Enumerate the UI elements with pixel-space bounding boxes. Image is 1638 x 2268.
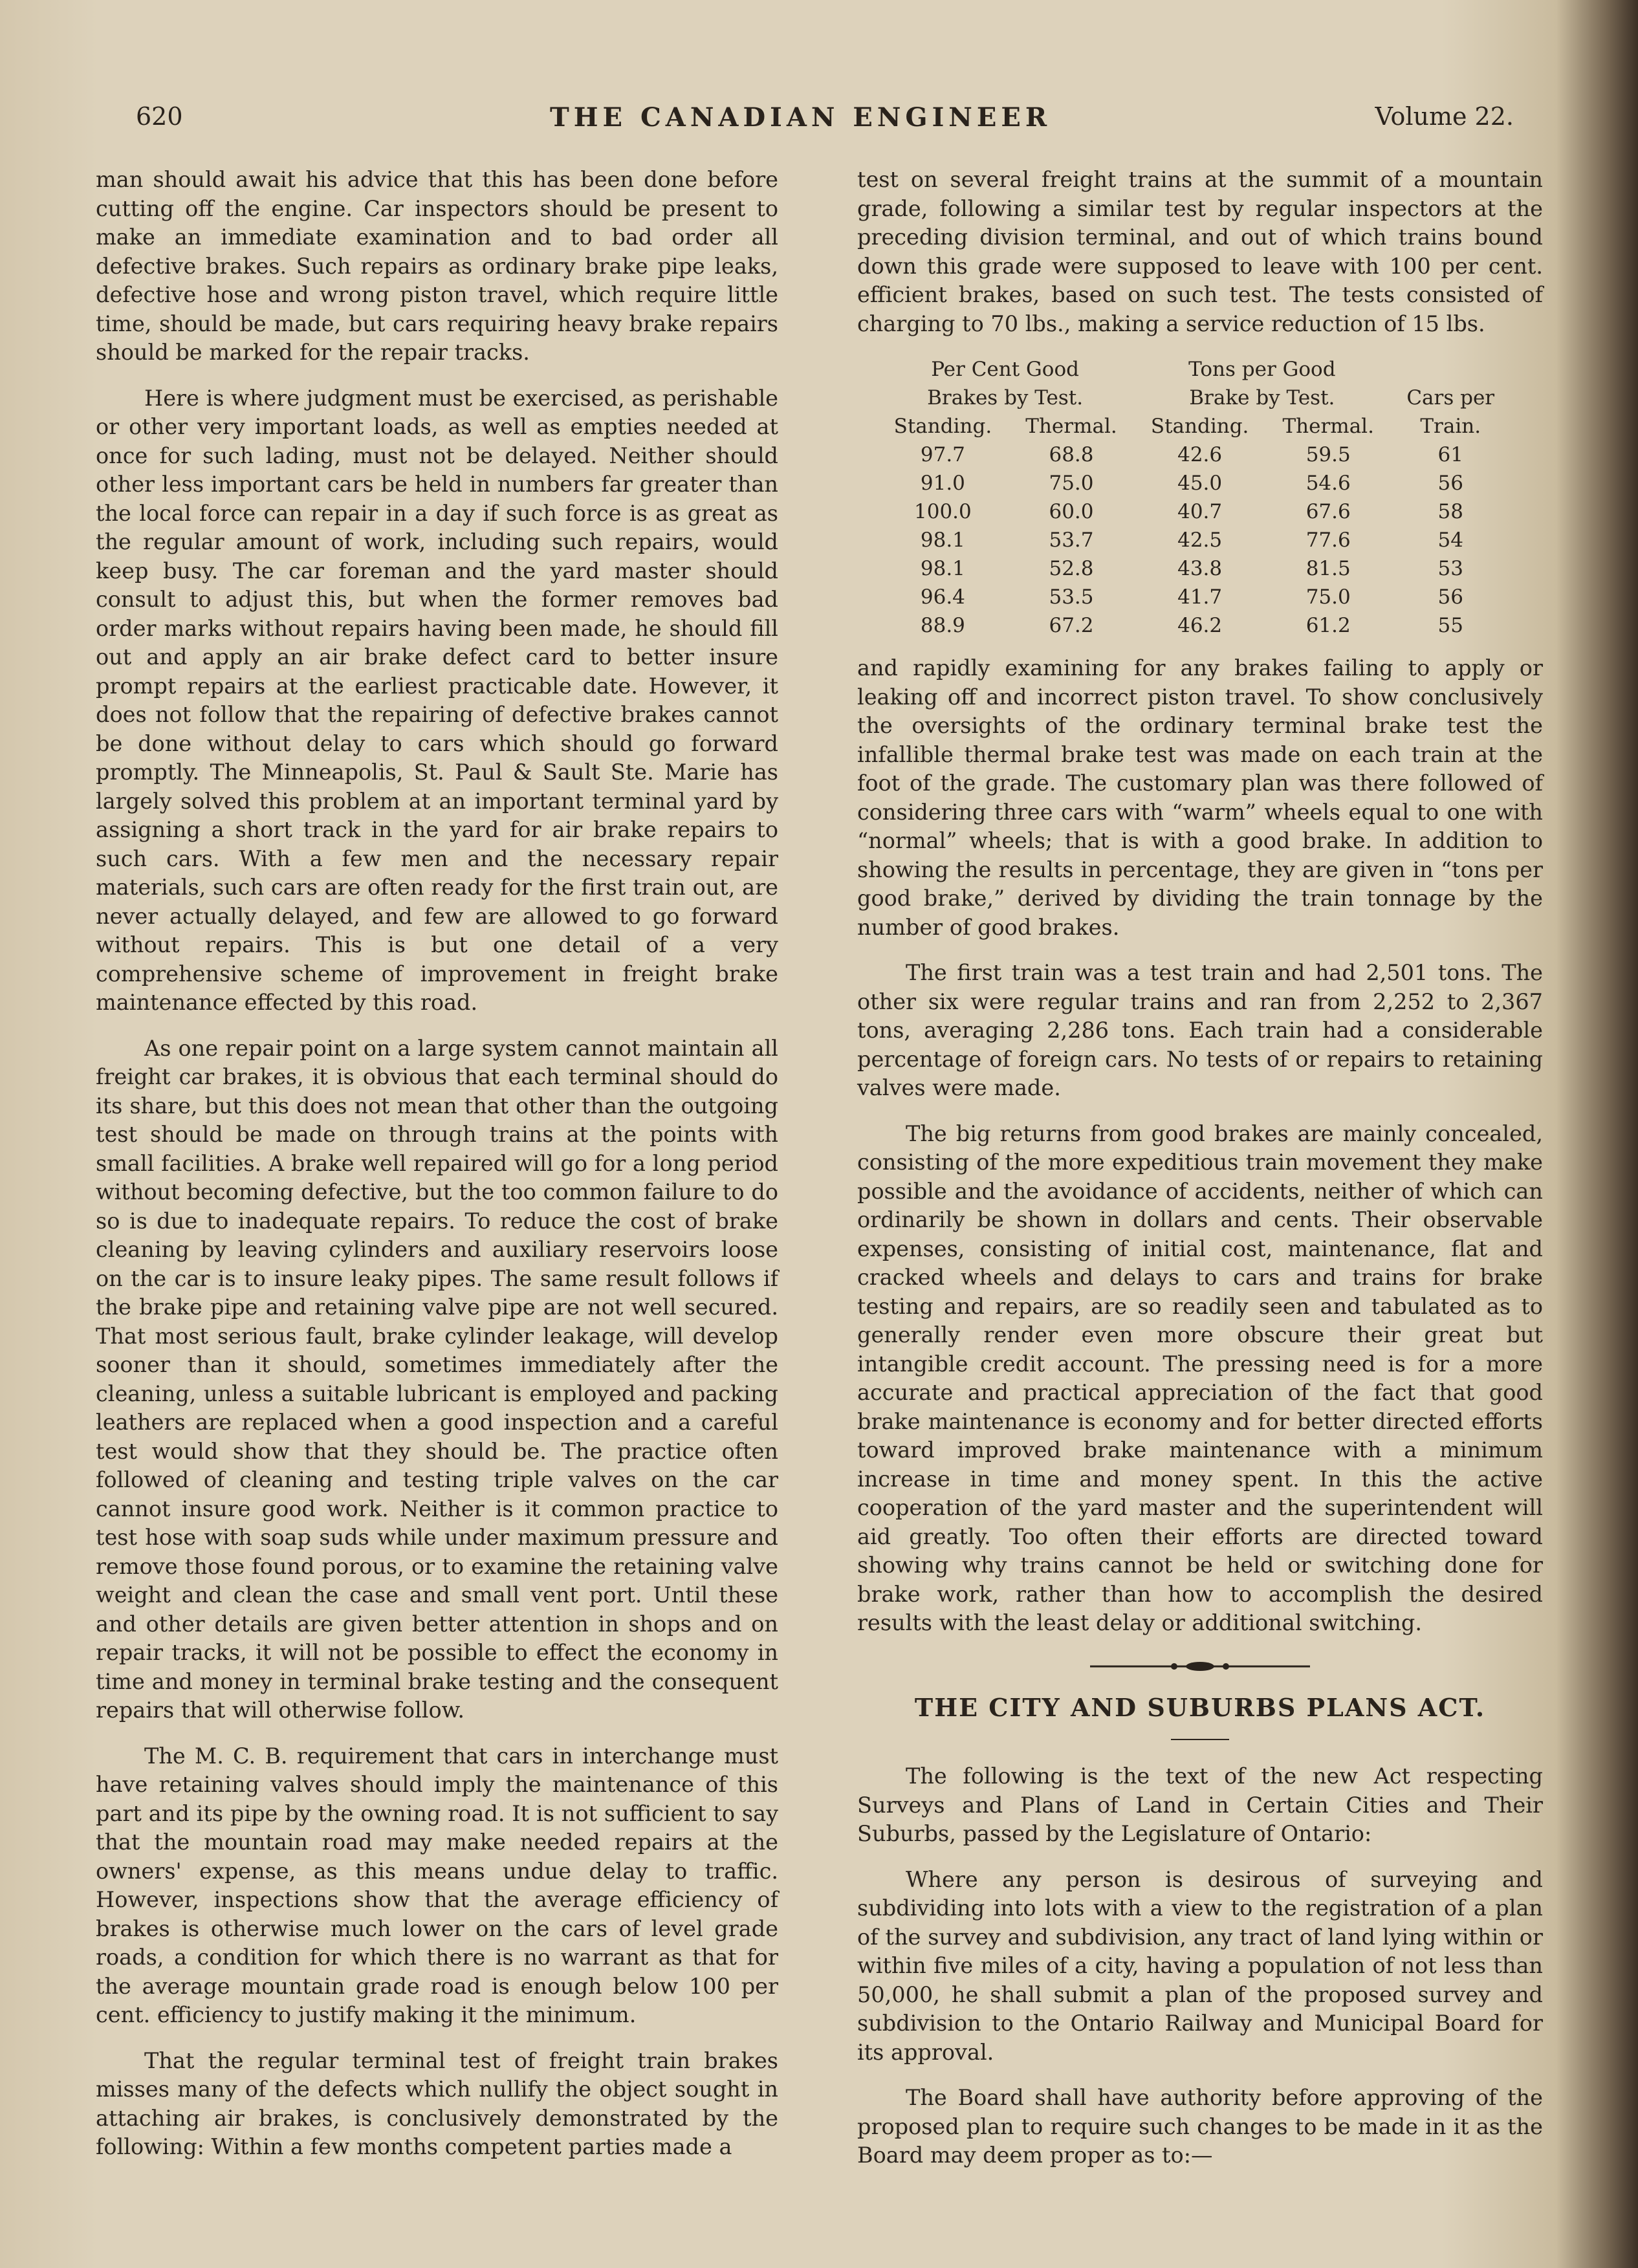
table-column-header: Thermal. [1282, 415, 1374, 438]
paragraph: and rapidly examining for any brakes failing to apply or leaking off and incorrect piston travel. To show conclusively the oversights of the ordinary terminal brake test the infallible thermal brake test was made on each train at the foot of the grade. The customary plan was there followed of considering three cars with “warm” wheels equal to one with “normal” wheels; that is with a good brake. In addition to showing the results in percentage, they are given in “tons per good brake,” derived by dividing the train tonnage by the number of good brakes. [857, 655, 1543, 940]
table-group-header: Brake by Test. [1189, 386, 1335, 409]
table-group-header: Tons per Good [1188, 358, 1336, 381]
table-cell: 67.2 [1049, 614, 1094, 637]
table-cell: 60.0 [1049, 500, 1094, 523]
paragraph: The big returns from good brakes are mainly concealed, consisting of the more expeditious train movement they make possible and the avoidance of accidents, neither of which can ordinarily be shown in dollars and cents. Their observable expenses, consisting of initial cost, maintenance, flat and cracked wheels and delays to cars and trains for brake testing and repairs, are so readily seen and tabulated as to generally render even more obscure their great but intangible credit account. The pressing need is for a more accurate and practical appreciation of the fact that good brake maintenance is economy and for better directed efforts toward improved brake maintenance with a minimum increase in time and money spent. In this the active cooperation of the yard master and the superintendent will aid greatly. Too often their efforts are directed toward showing why trains cannot be held or switching done for brake work, rather than how to accomplish the desired results with the least delay or additional switching. [857, 1120, 1543, 1635]
page-number: 620 [136, 102, 183, 131]
paragraph: The M. C. B. requirement that cars in interchange must have retaining valves should imply the maintenance of this part and its pipe by the owning road. It is not sufficient to say that the mountain road may make needed repairs at the owners' expense, as this means undue delay to traffic. However, inspections show that the average efficiency of brakes is otherwise much lower on the cars of level grade roads, a condition for which there is no warrant as that for the average mountain grade road is enough below 100 per cent. efficiency to justify making it the minimum. [96, 1743, 778, 2027]
table-cell: 52.8 [1049, 557, 1094, 580]
table-cell: 59.5 [1305, 443, 1351, 466]
table-cell: 55 [1437, 614, 1463, 637]
right-column [857, 166, 1543, 2187]
table-row [877, 526, 1511, 554]
table-column-header: Thermal. [1025, 415, 1117, 438]
table-column-header: Standing. [893, 415, 992, 438]
table-cell: 53.5 [1049, 585, 1094, 609]
table-cell: 77.6 [1305, 529, 1351, 552]
table-cell: 67.6 [1305, 500, 1351, 523]
paragraph: That the regular terminal test of freight train brakes misses many of the defects which nullify the object sought in attaching air brakes, is conclusively demonstrated by the following: Within a few months competent parties made a [96, 2047, 778, 2159]
table-row [877, 583, 1511, 611]
table-cell: 97.7 [920, 443, 965, 466]
section-divider-ornament [1090, 1660, 1310, 1673]
paragraph: The Board shall have authority before approving of the proposed plan to require such changes to be made in it as the Board may deem proper as to:— [857, 2085, 1543, 2168]
left-column [96, 166, 778, 2179]
brake-test-table [877, 355, 1511, 640]
paragraph: man should await his advice that this has been done before cutting off the engine. Car inspectors should be present to make an immediate examination and to bad order all defective brakes. Such repairs as ordinary brake pipe leaks, defective hose and wrong piston travel, which require little time, should be made, but cars requiring heavy brake repairs should be marked for the repair tracks. [96, 167, 778, 365]
table-cell: 96.4 [920, 585, 965, 609]
table-cell: 40.7 [1177, 500, 1223, 523]
table-row [877, 497, 1511, 526]
table-cell: 54.6 [1305, 472, 1351, 495]
table-row [877, 611, 1511, 640]
table-group-header: Brakes by Test. [927, 386, 1084, 409]
table-empty-cell [1390, 355, 1511, 384]
table-group-header: Per Cent Good [931, 358, 1079, 381]
table-cell: 54 [1437, 529, 1463, 552]
table-row [877, 469, 1511, 497]
paragraph: Where any person is desirous of surveying and subdividing into lots with a view to the registration of a plan of the survey and subdivision, any tract of land lying within or within five miles of a city, having a population of not less than 50,000, he shall submit a plan of the proposed survey and subdivision to the Ontario Railway and Municipal Board for its approval. [857, 1866, 1543, 2065]
paragraph: The following is the text of the new Act respecting Surveys and Plans of Land in Certain Cities and Their Suburbs, passed by the Legislature of Ontario: [857, 1763, 1543, 1846]
table-cell: 42.6 [1177, 443, 1223, 466]
table-cell: 98.1 [920, 557, 965, 580]
table-cell: 46.2 [1177, 614, 1223, 637]
paragraph: Here is where judgment must be exercised, as perishable or other very important loads, as well as empties needed at once for such lading, must not be delayed. Neither should other less important cars be held in numbers far greater than the local force can repair in a day if such force is as great as the regular amount of work, including such repairs, would keep busy. The car foreman and the yard master should consult to adjust this, but when the former removes bad order marks without repairs having been made, he should fill out and apply an air brake defect card to better insure prompt repairs at the earliest practicable date. However, it does not follow that the repairing of defective brakes cannot be done without delay to cars which should go forward promptly. The Minneapolis, St. Paul & Sault Ste. Marie has largely solved this problem at an important terminal yard by assigning a short track in the yard for air brake repairs to such cars. With a few men and the necessary repair materials, such cars are often ready for the first train out, are never actually delayed, and few are allowed to go forward without repairs. This is but one detail of a very comprehensive scheme of improvement in freight brake maintenance effected by this road. [96, 385, 778, 1015]
running-header [136, 102, 1514, 147]
table-cell: 88.9 [920, 614, 965, 637]
table-cell: 53.7 [1049, 529, 1094, 552]
table-column-header: Standing. [1150, 415, 1249, 438]
section-title: THE CITY AND SUBURBS PLANS ACT. [914, 1692, 1486, 1722]
table-cell: 56 [1437, 472, 1463, 495]
table-row [877, 554, 1511, 583]
table-cell: 81.5 [1305, 557, 1351, 580]
paragraph: test on several freight trains at the summit of a mountain grade, following a similar test by regular inspectors at the preceding division terminal, and out of which trains bound down this grade were supposed to leave with 100 per cent. efficient brakes, based on such test. The tests consisted of charging to 70 lbs., making a service reduction of 15 lbs. [857, 167, 1543, 336]
journal-title: THE CANADIAN ENGINEER [550, 102, 1052, 133]
table-cell: 58 [1437, 500, 1463, 523]
table-cell: 42.5 [1177, 529, 1223, 552]
table-cell: 68.8 [1049, 443, 1094, 466]
paragraph: As one repair point on a large system cannot maintain all freight car brakes, it is obvious that each terminal should do its share, but this does not mean that other than the outgoing test should be made on through trains at the points with small facilities. A brake well repaired will go for a long period without becoming defective, but the too common failure to do so is due to inadequate repairs. To reduce the cost of brake cleaning by leaving cylinders and auxiliary reservoirs loose on the car is to insure leaky pipes. The same result follows if the brake pipe and retaining valve pipe are not well secured. That most serious fault, brake cylinder leakage, will develop sooner than it should, sometimes immediately after the cleaning, unless a suitable lubricant is employed and packing leathers are replaced when a good inspection and a careful test would show that they should be. The practice often followed of cleaning and testing triple valves on the car cannot insure good work. Neither is it common practice to test hose with soap suds while under maximum pressure and remove those found porous, or to examine the retaining valve weight and clean the case and small vent port. Until these and other details are given better attention in shops and on repair tracks, it will not be possible to effect the economy in time and money in terminal brake testing and the consequent repairs that will otherwise follow. [96, 1035, 778, 1723]
table-column-header: Cars per [1406, 386, 1495, 409]
table-cell: 53 [1437, 557, 1463, 580]
table-cell: 41.7 [1177, 585, 1223, 609]
table-row [877, 441, 1511, 469]
title-rule [1171, 1739, 1229, 1740]
table-cell: 61 [1437, 443, 1463, 466]
table-column-header: Train. [1420, 415, 1481, 438]
table-cell: 91.0 [920, 472, 965, 495]
table-cell: 75.0 [1305, 585, 1351, 609]
volume-label: Volume 22. [1375, 102, 1514, 131]
table-cell: 61.2 [1305, 614, 1351, 637]
table-cell: 45.0 [1177, 472, 1223, 495]
table-cell: 98.1 [920, 529, 965, 552]
paragraph: The first train was a test train and had 2,501 tons. The other six were regular trains and ran from 2,252 to 2,367 tons, averaging 2,286 tons. Each train had a considerable percentage of foreign cars. No tests of or repairs to retaining valves were made. [857, 960, 1543, 1100]
table-cell: 75.0 [1049, 472, 1094, 495]
table-cell: 56 [1437, 585, 1463, 609]
table-cell: 43.8 [1177, 557, 1223, 580]
table-cell: 100.0 [914, 500, 972, 523]
